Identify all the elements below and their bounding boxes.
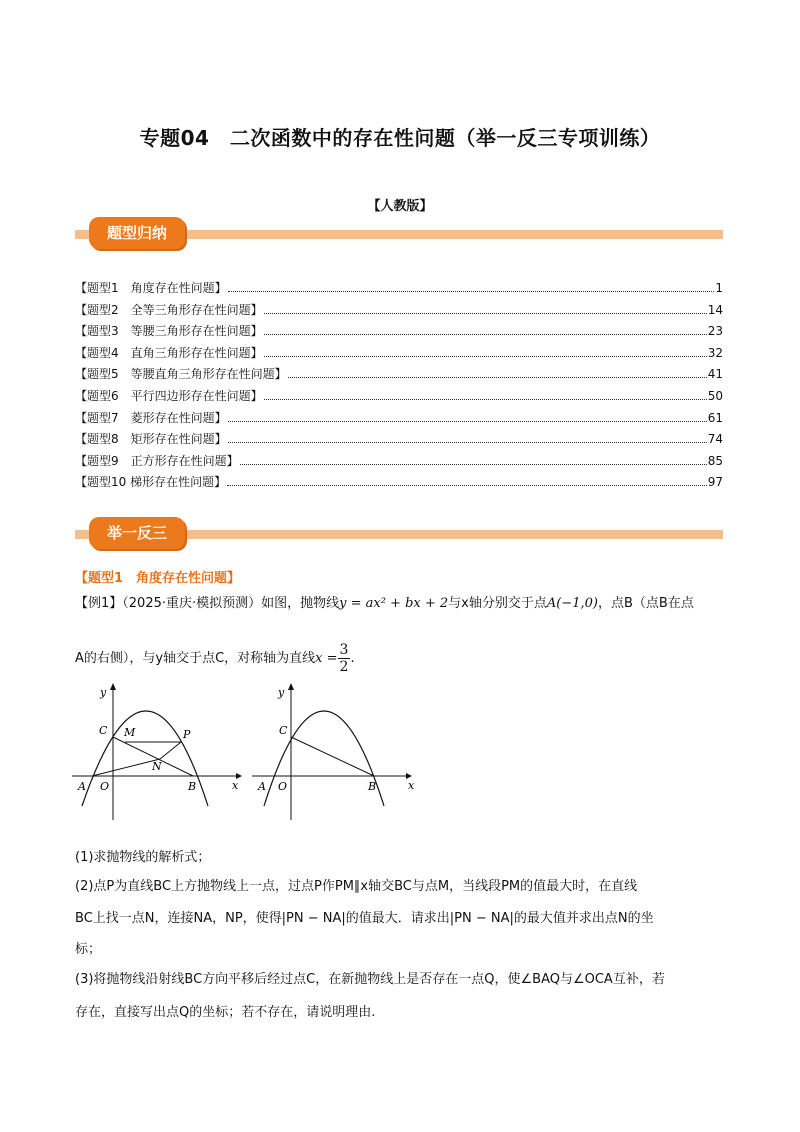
- question-1: (1)求抛物线的解析式；: [75, 850, 211, 865]
- label-x: x: [408, 779, 415, 792]
- label-a: A: [78, 780, 86, 793]
- toc-row[interactable]: [75, 452, 723, 474]
- toc-label: 【题型1 角度存在性问题】: [75, 281, 227, 295]
- toc-dot-leader: [228, 421, 707, 422]
- toc-dot-leader: [264, 399, 707, 400]
- toc-row[interactable]: [75, 301, 723, 323]
- fraction-numerator: 3: [339, 642, 349, 658]
- y-axis-arrow: [288, 683, 294, 690]
- segment-an: [92, 759, 160, 776]
- label-b: B: [368, 780, 377, 793]
- label-c: C: [99, 724, 108, 737]
- label-y: y: [278, 686, 285, 699]
- question-3-line-2: 存在，直接写出点Q的坐标；若不存在，请说明理由.: [75, 1005, 376, 1020]
- toc-row[interactable]: [75, 430, 723, 452]
- toc-row[interactable]: [75, 322, 723, 344]
- toc-page-number: 85: [707, 453, 723, 468]
- label-o: O: [100, 780, 110, 793]
- toc-page-number: 1: [715, 281, 723, 295]
- toc-page-number: 61: [707, 410, 723, 425]
- segment-bc: [291, 737, 374, 776]
- fraction-denominator: 2: [339, 659, 349, 675]
- example-line2-text: A的右侧），与y轴交于点C，对称轴为直线: [75, 651, 316, 666]
- toc-label: 【题型2 全等三角形存在性问题】: [75, 302, 263, 317]
- toc-row[interactable]: [75, 279, 723, 301]
- example-intro: 【例1】（2025·重庆·模拟预测）如图，抛物线: [75, 596, 340, 611]
- toc-dot-leader: [240, 464, 707, 465]
- toc-label: 【题型8 矩形存在性问题】: [75, 432, 227, 447]
- toc-page-number: 32: [707, 345, 723, 360]
- question-2-line-1: (2)点P为直线BC上方抛物线上一点，过点P作PM∥x轴交BC与点M，当线段PM的值最大时，在直线: [75, 879, 638, 894]
- toc-page-number: 41: [707, 367, 723, 382]
- toc-dot-leader: [228, 442, 707, 443]
- toc-label: 【题型4 直角三角形存在性问题】: [75, 345, 263, 360]
- question-3-line-1: (3)将抛物线沿射线BC方向平移后经过点C，在新抛物线上是否存在一点Q，使∠BAQ与∠OCA互补，若: [75, 972, 665, 987]
- toc-label: 【题型3 等腰三角形存在性问题】: [75, 324, 263, 339]
- label-a: A: [258, 780, 266, 793]
- label-n: N: [152, 760, 162, 773]
- toc-dot-leader: [264, 334, 707, 335]
- toc-label: 【题型10 梯形存在性问题】: [75, 475, 227, 490]
- question-2-line-3: 标；: [75, 942, 102, 957]
- page-title: 专题04 二次函数中的存在性问题（举一反三专项训练）: [139, 126, 661, 150]
- fraction: [338, 642, 351, 675]
- section-banner-practice: [75, 517, 723, 551]
- banner-tag: 题型归纳: [89, 217, 185, 249]
- toc-label: 【题型5 等腰直角三角形存在性问题】: [75, 367, 287, 382]
- toc-page-number: 97: [707, 475, 723, 490]
- label-x: x: [232, 779, 239, 792]
- example-line-2: [75, 642, 725, 675]
- edition-label: 【人教版】: [367, 199, 433, 214]
- segment-np: [160, 742, 181, 759]
- example-line-1: [75, 594, 725, 614]
- label-b: B: [188, 780, 197, 793]
- question-2-line-2: BC上找一点N，连接NA，NP，使得|PN − NA|的值最大．请求出|PN − NA|的最大值并求出点N的坐: [75, 911, 654, 926]
- parabola-equation: y = ax² + bx + 2: [339, 596, 449, 611]
- banner-tag: 举一反三: [89, 517, 185, 549]
- toc-dot-leader: [264, 356, 707, 357]
- toc-dot-leader: [264, 313, 707, 314]
- toc-page-number: 14: [707, 302, 723, 317]
- parabola-figures: [0, 680, 800, 840]
- toc-dot-leader: [228, 291, 715, 292]
- toc-page-number: 74: [707, 432, 723, 447]
- y-axis-arrow: [110, 683, 116, 690]
- label-c: C: [279, 724, 288, 737]
- toc-label: 【题型9 正方形存在性问题】: [75, 453, 239, 468]
- toc-dot-leader: [227, 485, 707, 486]
- toc-label: 【题型6 平行四边形存在性问题】: [75, 388, 263, 403]
- section-banner-summary: [75, 217, 723, 251]
- symmetry-axis-eq: x =: [315, 651, 338, 666]
- label-o: O: [278, 780, 288, 793]
- table-of-contents: [75, 279, 723, 495]
- example-intro-c: ，点B（点B在点: [597, 596, 694, 611]
- toc-page-number: 50: [707, 388, 723, 403]
- figure-right: [252, 683, 415, 820]
- figure-left: [72, 683, 242, 820]
- toc-dot-leader: [288, 377, 707, 378]
- point-a: A(−1,0): [546, 596, 598, 611]
- example-intro-b: 与x轴分别交于点: [448, 596, 547, 611]
- toc-row[interactable]: [75, 387, 723, 409]
- toc-row[interactable]: [75, 344, 723, 366]
- label-p: P: [183, 728, 191, 741]
- toc-row[interactable]: [75, 365, 723, 387]
- toc-page-number: 23: [707, 324, 723, 339]
- toc-row[interactable]: [75, 473, 723, 495]
- label-y: y: [100, 686, 107, 699]
- toc-label: 【题型7 菱形存在性问题】: [75, 410, 227, 425]
- toc-row[interactable]: [75, 409, 723, 431]
- label-m: M: [124, 726, 136, 739]
- section-heading: 【题型1 角度存在性问题】: [75, 571, 241, 586]
- line-end: .: [350, 651, 355, 666]
